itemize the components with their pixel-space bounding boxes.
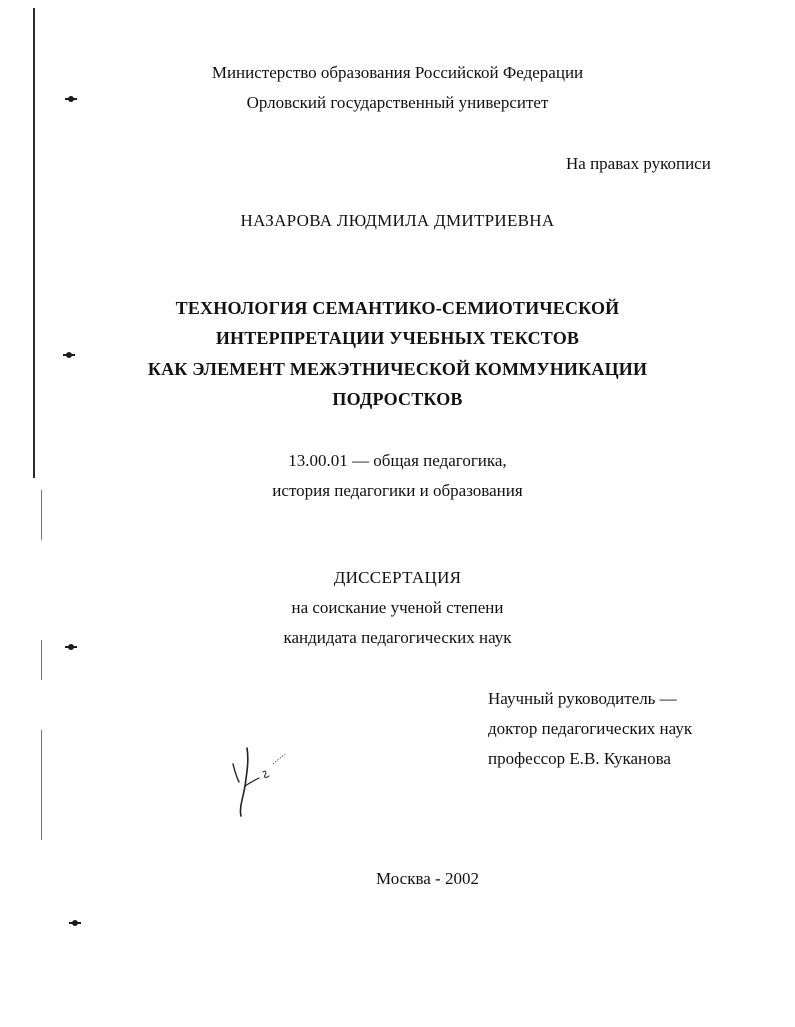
supervisor-degree: доктор педагогических наук — [488, 719, 693, 738]
dissertation-label: ДИССЕРТАЦИЯ — [333, 568, 462, 587]
specialty-code: 13.00.01 — общая педагогика, — [288, 451, 507, 470]
university-name: Орловский государственный университет — [246, 93, 549, 112]
specialty-name: история педагогики и образования — [272, 481, 523, 500]
manuscript-note: На правах рукописи — [566, 154, 711, 173]
punch-hole-mark — [72, 920, 78, 926]
author-name: НАЗАРОВА ЛЮДМИЛА ДМИТРИЕВНА — [240, 211, 555, 230]
punch-hole-mark — [66, 352, 72, 358]
supervisor-label: Научный руководитель — — [488, 689, 677, 708]
ministry-name: Министерство образования Российской Федерации — [211, 63, 584, 82]
scan-margin-mark — [41, 730, 42, 840]
degree-line: на соискание ученой степени — [291, 598, 504, 617]
supervisor-name: профессор Е.В. Куканова — [488, 749, 671, 768]
title-line: ТЕХНОЛОГИЯ СЕМАНТИКО-СЕМИОТИЧЕСКОЙ — [175, 298, 620, 318]
degree-name: кандидата педагогических наук — [283, 628, 512, 647]
signature — [225, 742, 295, 822]
title-line: ПОДРОСТКОВ — [332, 389, 463, 409]
title-line: ИНТЕРПРЕТАЦИИ УЧЕБНЫХ ТЕКСТОВ — [215, 328, 580, 348]
place-year: Москва - 2002 — [376, 869, 479, 888]
title-line: КАК ЭЛЕМЕНТ МЕЖЭТНИЧЕСКОЙ КОММУНИКАЦИИ — [147, 359, 648, 379]
